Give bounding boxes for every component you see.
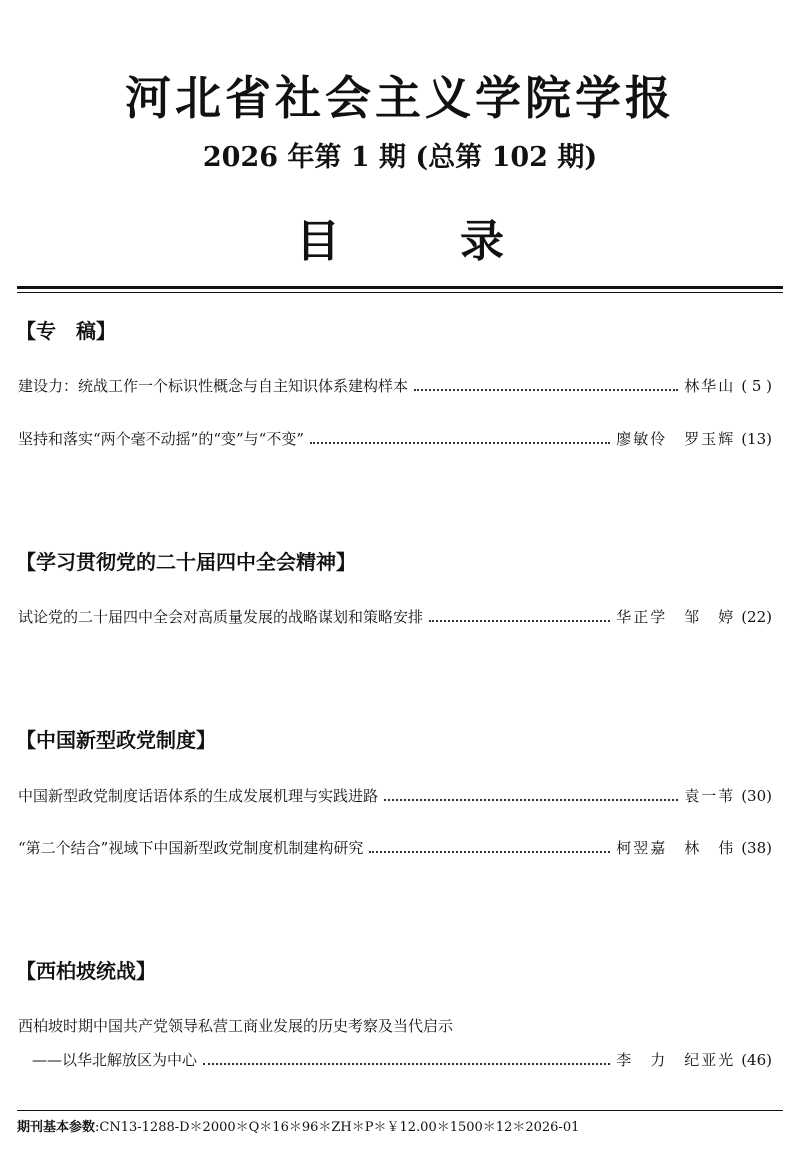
entry-page: (22) [741, 608, 772, 626]
entry-title: “第二个结合”视域下中国新型政党制度机制建构研究 [18, 839, 364, 857]
issue-line: 2026 年第 1 期 (总第 102 期) [202, 142, 598, 173]
toc-title-char-1: 目 [296, 216, 340, 267]
leader-dots [384, 798, 678, 801]
leader-dots [414, 388, 678, 391]
entry-page: (38) [741, 839, 772, 857]
section-heading-xibaipo: 【西柏坡统战】 [16, 959, 156, 983]
entry-authors: 柯翌嘉 林 伟 [616, 839, 736, 857]
entry-title: 坚持和落实“两个毫不动摇”的“变”与“不变” [18, 430, 305, 448]
footer-rule [17, 1110, 783, 1111]
toc-entry[interactable] [18, 784, 772, 808]
entry-title[interactable]: 西柏坡时期中国共产党领导私营工商业发展的历史考察及当代启示 [18, 1017, 454, 1035]
entry-page: (13) [741, 430, 772, 448]
entry-authors: 廖敏伶 罗玉辉 [616, 430, 736, 448]
section-heading-party-system: 【中国新型政党制度】 [16, 728, 216, 752]
toc-entry[interactable] [18, 427, 772, 451]
footer-value: :CN13-1288-D＊2000＊Q＊16＊96＊ZH＊P＊￥12.00＊1500＊12＊2026-01 [95, 1120, 580, 1135]
header-rule-thick [17, 286, 783, 289]
footer-label: 期刊基本参数 [17, 1120, 96, 1135]
entry-authors: 李 力 纪亚光 [616, 1051, 736, 1069]
entry-subtitle: ——以华北解放区为中心 [32, 1051, 198, 1069]
leader-dots [203, 1062, 610, 1065]
toc-entry[interactable] [18, 1048, 772, 1072]
toc-entry[interactable] [18, 605, 772, 629]
entry-title: 试论党的二十届四中全会对高质量发展的战略谋划和策略安排 [18, 608, 424, 626]
header-rule-thin [17, 292, 783, 293]
section-heading-special: 【专 稿】 [16, 319, 116, 343]
toc-entry[interactable] [18, 374, 772, 398]
journal-title: 河北省社会主义学院学报 [125, 71, 675, 125]
entry-authors: 袁一苇 [684, 787, 736, 805]
toc-entry[interactable] [18, 836, 772, 860]
entry-authors: 林华山 [684, 377, 736, 395]
entry-page: (46) [741, 1051, 772, 1069]
entry-title: 中国新型政党制度话语体系的生成发展机理与实践进路 [18, 787, 379, 805]
entry-title: 建设力：统战工作一个标识性概念与自主知识体系建构样本 [18, 377, 409, 395]
entry-authors: 华正学 邹 婷 [616, 608, 736, 626]
leader-dots [429, 619, 610, 622]
leader-dots [369, 850, 610, 853]
toc-title [0, 212, 800, 272]
journal-parameters [17, 1118, 579, 1138]
entry-page: ( 5 ) [741, 377, 772, 395]
entry-page: (30) [741, 787, 772, 805]
leader-dots [310, 441, 610, 444]
section-heading-fourth-plenum: 【学习贯彻党的二十届四中全会精神】 [16, 550, 356, 574]
toc-title-char-2: 录 [460, 216, 504, 267]
